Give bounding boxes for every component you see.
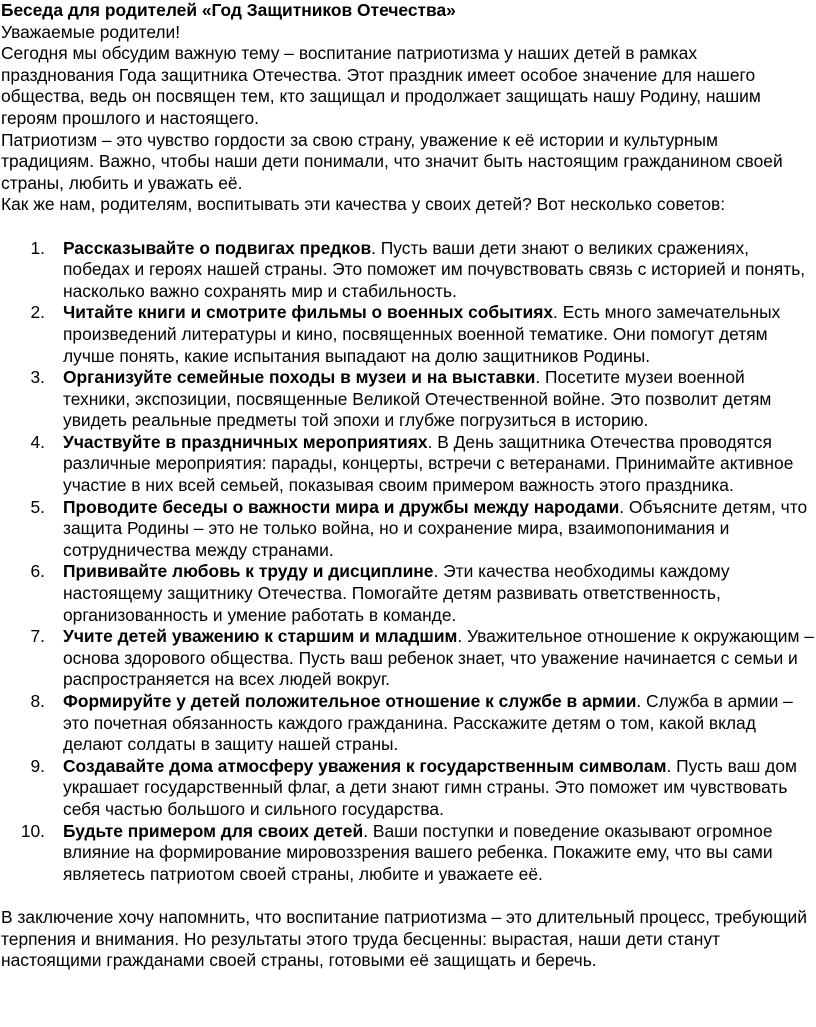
document-page — [1, 0, 814, 972]
list-item-number: 7. — [30, 626, 45, 647]
document-title: Беседа для родителей «Год Защитников Отечества» — [1, 0, 456, 20]
list-item-heading: Организуйте семейные походы в музеи и на выставки — [63, 367, 536, 388]
list-item-heading: Читайте книги и смотрите фильмы о военных событиях — [63, 302, 554, 323]
list-item-number: 1. — [30, 237, 45, 258]
list-item-heading: Прививайте любовь к труду и дисциплине — [63, 561, 434, 582]
list-item — [1, 821, 814, 886]
list-item-number: 9. — [30, 755, 45, 776]
list-item-text: . Посетите музеи военной техники, экспозиции, посвященные Великой Отечественной войне. Это позволит детям увидеть реальные предметы той эпохи и глубже погрузиться в историю. — [63, 367, 772, 431]
list-item — [1, 497, 814, 562]
spacer — [1, 885, 814, 907]
list-item-text: . Пусть ваш дом украшает государственный флаг, а дети знают гимн страны. Это поможет им чувствовать себя частью большого и сильного государства. — [63, 755, 797, 819]
spacer — [1, 216, 814, 238]
conclusion-paragraph: В заключение хочу напомнить, что воспитание патриотизма – это длительный процесс, требующий терпения и внимания. Но результаты этого труда бесценны: вырастая, наши дети станут настоящими гражданами своей страны, готовыми её защищать и беречь. — [1, 906, 807, 971]
list-item-text: . Эти качества необходимы каждому настоящему защитнику Отечества. Помогайте детям развивать ответственность, организованность и умение работать в команде. — [63, 561, 730, 625]
intro-paragraph: Как же нам, родителям, воспитывать эти качества у своих детей? Вот несколько советов: — [1, 194, 726, 215]
list-item-number: 8. — [30, 691, 45, 711]
list-item-text: . Пусть ваши дети знают о великих сражениях, победах и героях нашей страны. Это поможет им почувствовать связь с историей и понять, насколько важно сохранять мир и стабильность. — [63, 237, 806, 301]
list-item-number: 6. — [30, 561, 45, 582]
list-item-heading: Создавайте дома атмосферу уважения к государственным символам — [63, 755, 667, 776]
list-item-number: 3. — [30, 367, 45, 388]
list-item-text: . В День защитника Отечества проводятся различные мероприятия: парады, концерты, встречи с ветеранами. Принимайте активное участие в них всей семьей, показывая своим примером важность этого праздника. — [63, 431, 794, 496]
list-item-number: 5. — [30, 496, 45, 517]
list-item — [1, 626, 814, 691]
list-item-heading: Будьте примером для своих детей — [63, 820, 364, 841]
tips-list — [1, 238, 814, 886]
list-item-heading: Участвуйте в праздничных мероприятиях — [63, 431, 428, 452]
greeting: Уважаемые родители! — [1, 21, 181, 42]
list-item — [1, 432, 814, 497]
list-item-heading: Проводите беседы о важности мира и дружбы между народами — [63, 496, 620, 517]
list-item — [1, 367, 814, 432]
list-item-heading: Учите детей уважению к старшим и младшим — [63, 626, 458, 647]
list-item — [1, 238, 814, 303]
intro-paragraph: Патриотизм – это чувство гордости за свою страну, уважение к её истории и культурным традициям. Важно, чтобы наши дети понимали, что значит быть настоящим гражданином своей страны, любить и уважать её. — [1, 129, 783, 193]
list-item — [1, 756, 814, 821]
list-item-text: . Служба в армии – это почетная обязанность каждого гражданина. Расскажите детям о том, какой вклад делают солдаты в защиту нашей страны. — [63, 691, 793, 755]
list-item-heading: Рассказывайте о подвигах предков — [63, 237, 372, 258]
list-item — [1, 561, 814, 626]
list-item-number: 2. — [30, 302, 45, 323]
list-item — [1, 302, 814, 367]
list-item-number: 10. — [20, 820, 45, 841]
list-item-text: . Ваши поступки и поведение оказывают огромное влияние на формирование мировоззрения вашего ребенка. Покажите ему, что вы сами являетесь патриотом своей страны, любите и уважаете её. — [63, 820, 773, 884]
list-item-text: . Объясните детям, что защита Родины – это не только война, но и сохранение мира, взаимопонимания и сотрудничества между странами. — [63, 496, 808, 560]
list-item-number: 4. — [30, 431, 45, 452]
list-item-heading: Формируйте у детей положительное отношение к службе в армии — [63, 691, 637, 711]
list-item-text: . Есть много замечательных произведений литературы и кино, посвященных военной тематике. Они помогут детям лучше понять, какие испытания выпадают на долю защитников Родины. — [63, 302, 781, 366]
list-item-text: . Уважительное отношение к окружающим – основа здорового общества. Пусть ваш ребенок знает, что уважение начинается с семьи и распространяется на всех людей вокруг. — [63, 626, 814, 690]
intro-paragraph: Сегодня мы обсудим важную тему – воспитание патриотизма у наших детей в рамках празднования Года защитника Отечества. Этот праздник имеет особое значение для нашего общества, ведь он посвящен тем, кто защищал и продолжает защищать нашу Родину, нашим героям прошлого и настоящего. — [1, 43, 761, 128]
list-item — [1, 691, 814, 756]
